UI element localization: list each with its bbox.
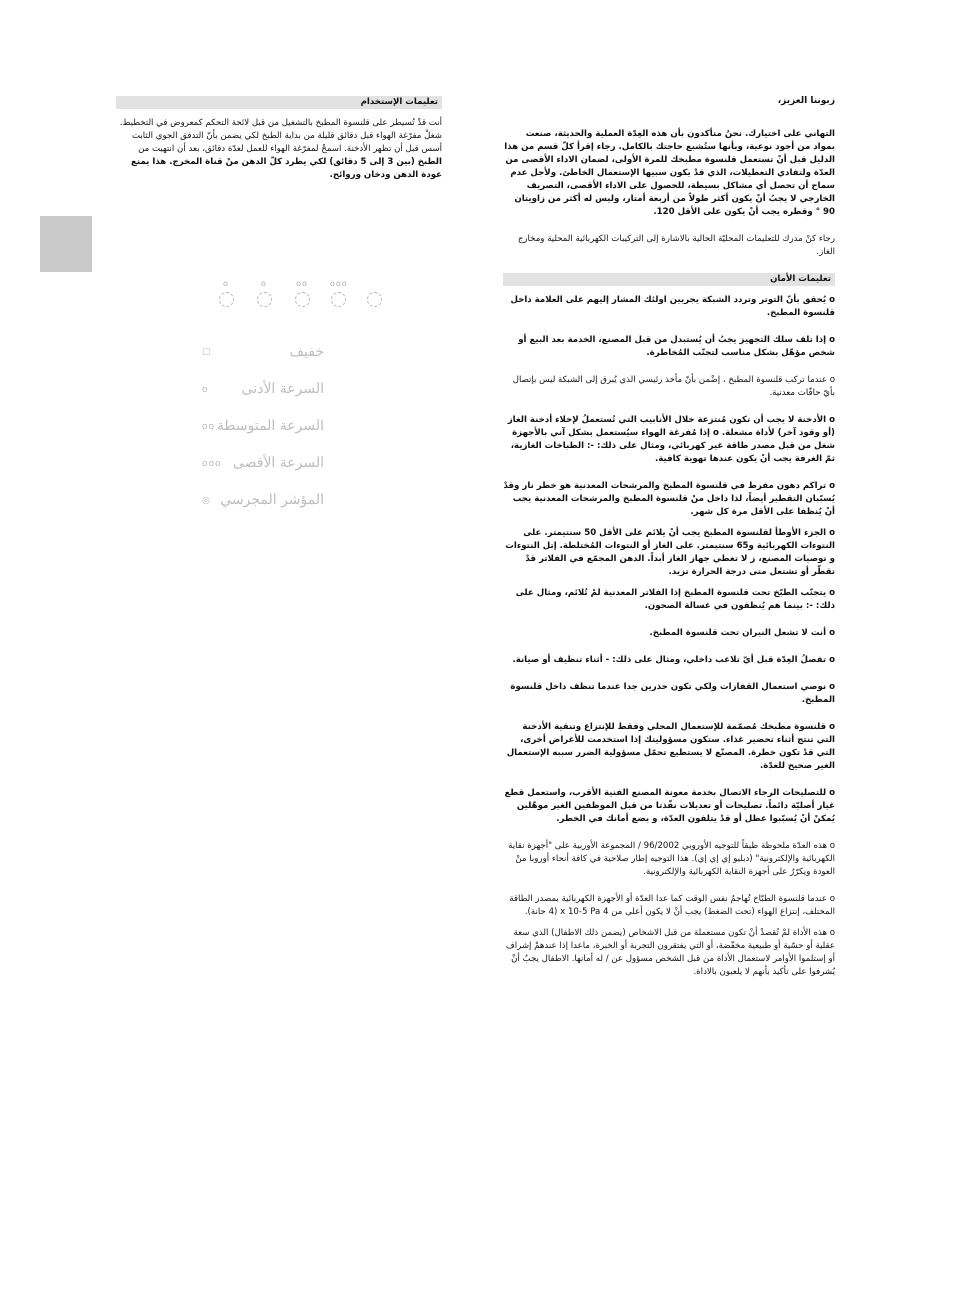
speed-medium-icon: oo <box>202 422 216 432</box>
knob-dots: o <box>261 279 267 288</box>
intro-paragraph: التهاني على اختيارك. نحنُ متأكدون بأن هذه العِدّة العملية والحديثة، صنعت بمواد من أجود نوعية، وبأنها ستُشبع حاجتك بالكامل. رجاء إقرأ كلّ قسم من هذا الدليل قبل أنْ تستعمل قلنسوة مطبخك للمرة الأولى، لضمان الاداء الأقصى من العدّة ولتفادي التعطيلات، الذي قدْ يكون سبيها الإستعمال الخاطئ. ولأجل عدم سماح أن تحصل أي مشاكل بسيطة، للحصول على الاداء الأقصى، التصريف الخارجي لا يجبُ أنْ يكون أكثر طولاً من أربعة أمتار، وليس له أكثر من زاويتان 90 ° وقطره يجب أنْ يكون على الأقل 120. <box>504 129 835 217</box>
legend-row-speed-high <box>196 455 328 492</box>
knob-dots <box>366 280 382 290</box>
control-legend <box>196 344 328 529</box>
safety-item: o قلنسوة مطبخك مُصمّمة للإستعمال المحلي وفقط للإنتزاع وتنقية الأدخنة التي تنتج أثناء تحضير غذاء. ستكون مسؤوليتك إذا استخدمت للأغراض أخرى، التي قدْ تكون خطرة. المصنّع لا يستطيع تحمّل مسؤولية الضرر سببه الإستعمال الغير صحيح للعدّة. <box>506 722 835 771</box>
knob-dots: ooo <box>330 279 348 288</box>
control-panel-diagram <box>214 280 384 316</box>
safety-item: o هذه العدّة ملحوظة طبقاً للتوجيه الأوروبي 96/2002 / المجموعة الأوربية على "أجهزة نقاية الكهربائية والإلكترونية" (دبليو إي إي إي). هذا التوجيه إطار صلاحية في كافة أنحاء أوروبا منْ العودة ويكرّرُ على أجهزة النقاية الكهربائية والإلكترونية. <box>508 841 835 877</box>
legend-row-speed-medium <box>196 418 328 455</box>
legend-label: السرعة الأقصى <box>232 455 324 471</box>
safety-item: o الأدخنة لا يجب أن تكون مُنتزعة خلال الأنابيب التي تُستعملُ لإخلاء أدخنة الغاز (أو وقود آخر) لأداة مشعلة. o إذا مُفرغة الهواء سيُستعمل بشكل آني بالأجهزة شغل من قبل مصدر طاقة غير كهربائي، ومثال على ذلك: -: الطباخات الغازية، ثمّ الغرفة يجب أنْ يكون عندها تهوية كافية. <box>507 415 835 464</box>
safety-item: o أنت لا تشعل النيران تحت قلنسوة المطبخ. <box>649 628 835 638</box>
light-knob-icon <box>218 280 234 307</box>
safety-item: o تراكم دهون مفرط في قلنسوة المطبخ والمرشحات المعدنية هو خطر نار وقدْ يُسبّبان التقطير أيضاً، لذا داخل منْ قلنسوة المطبخ والمرشحات المعدنية يجب أنْ يُنظفا على الأقل مرة كل شهر. <box>503 481 835 517</box>
safety-item: o تفصلُ العِدّة قبل أيّ تلاعب داخلي، ومثال على ذلك: - أثناء تنظيف أو صيانة. <box>512 655 835 665</box>
knob-dots: oo <box>296 279 308 288</box>
safety-item: o للتصليحات الرجاء الاتصال بخدمة معونة المصنع الفنية الأقرب، واستعمل قطع غيار أصليّة دائماً. تصليحات أو تعديلات نفّذتا من قبل الموظفين الغير موهّلين يُمكنْ أنْ يُسبّبوا عطل أو قدْ يتلفون العدّة، و يضع أمانك في الخطر. <box>504 788 835 824</box>
local-rules-paragraph: رجاء كنْ مدرك للتعليمات المحليّة الحالية بالاشارة إلى التركيبات الكهربائية المحلية ومخارج الغاز. <box>517 234 835 257</box>
timer-icon: ◎ <box>202 496 211 506</box>
safety-section-title: تعليمات الأمان <box>503 273 835 286</box>
safety-item: o الجزء الأوطأ لقلنسوة المطبخ يجب أنْ يلائم على الأقل 50 سنتيمتر. على النتوءات الكهربائية و65 سنتيمتر. على الغاز أو النتوءات المُختلطة. إتل النتوءات و توصيات المصنع، ز لا تغطي جهاز الغاز أبداً. الدهن المجمّع في الفلاتر قدْ تقطّر أو تشتعل متى درجة الحرارة تزيد. <box>505 528 835 577</box>
speed-high-icon: ooo <box>202 459 222 469</box>
page-side-tab <box>40 216 92 272</box>
usage-column <box>116 96 442 182</box>
safety-item: o عندما قلنسوة الطبّاخ تُهاجمُ نفس الوقت كما عدا العدّة أو الأجهزة الكهربائية بمصدر الطاقة المختلف، إنتزاع الهواء (تحت الضغط) يجب أنْ لا يكون أعلى من 4 x 10-5 Pa (4 حانة). <box>509 894 835 917</box>
legend-label: خفيف <box>289 344 324 360</box>
usage-paragraph-2: الطبخ (بين 3 إلى 5 دقائق) لكي يطرد كلّ الدهن منْ قناة المخرج. هذا يمنع عودة الدهن ودخان وروائح. <box>131 157 442 180</box>
speed-high-knob-icon <box>330 280 346 307</box>
intro-safety-column <box>503 96 835 979</box>
legend-label: المؤشر المجرسي <box>220 492 324 508</box>
light-icon: ☐ <box>202 348 212 358</box>
usage-section-title: تعليمات الإستخدام <box>116 96 442 109</box>
legend-row-speed-low <box>196 381 328 418</box>
usage-paragraph-1: أنت قدْ تُسيطر على قلنسوة المطبخ بالتشغيل من قبل لائحة التحكم كمعروض في التخطيط. شغلْ مفرّغة الهواء قبل دقائق قليلة من بداية الطبخ لكي يضمن بأنّ التدفق الجوي الثابت أسس قبل أن تظهر الأدخنة. اسمحْ لمفرّغة الهواء للعمل لعدّة دقائق، بعد أن انتهيت من <box>119 118 442 154</box>
safety-item: o نوصي استعمال القفازات ولكي تكون حذرين جدا عندما تنظف داخل قلنسوة المطبخ. <box>510 682 835 705</box>
safety-item: o هذه الأداة لمْ تُقصدْ أنْ تكون مستعملة من قبل الاشخاص (يضمن ذلك الاطفال) الذي سعة عقلية أو حسّية أو طبيعية مخفّضة، أو التي يفتقرون التجربة أو الخبرة، ماعدا إذا عندهمْ إشراف أو إستلموا الأوامر لاستعمال الأداة من قبل الشخص مسؤول عن / له أمانها. الاطفال يجبُ أنْ يُشرفوا على تأكيد بأنهم لا يلعبون بالاداة. <box>505 928 835 977</box>
safety-item: o يتجنّب الطبّخ تحت قلنسوة المطبخ إذا الفلاتر المعدنية لمْ تُلائم، ومثال على ذلك: -: بينما هم يُنظفون في غسالة الصحون. <box>515 588 835 611</box>
speed-low-knob-icon <box>256 280 272 307</box>
timer-knob-icon <box>366 280 382 307</box>
knob-dots: o <box>223 279 229 288</box>
legend-row-light <box>196 344 328 381</box>
safety-item: o عندما تركب قلنسوة المطبخ ، إضْمن بأنّ مأخذ رئيسي الذي يُبرق إلى الشبكة ليس بإتصال بأيّ حافّات معدنية. <box>512 375 835 398</box>
legend-label: السرعة الأدنى <box>241 381 324 397</box>
greeting: زبوننا العزيز، <box>777 96 835 106</box>
legend-row-timer <box>196 492 328 529</box>
speed-medium-knob-icon <box>294 280 310 307</box>
safety-item: o يُحقق بأنّ التوتر وتردد الشبكة يجريين اولئك المشار إليهم على العلامة داخل قلنسوة المطبخ. <box>510 295 835 318</box>
safety-item: o إذا تلف سلك التجهيز يجبُ أن يُستبدل من قبل المصنع، الخدمة بعد البيع أو شخص مؤهّل بشكل مناسب لتجنّب المُخاطرة. <box>518 335 835 358</box>
legend-label: السرعة المتوسطة <box>216 418 324 434</box>
speed-low-icon: o <box>202 385 209 395</box>
